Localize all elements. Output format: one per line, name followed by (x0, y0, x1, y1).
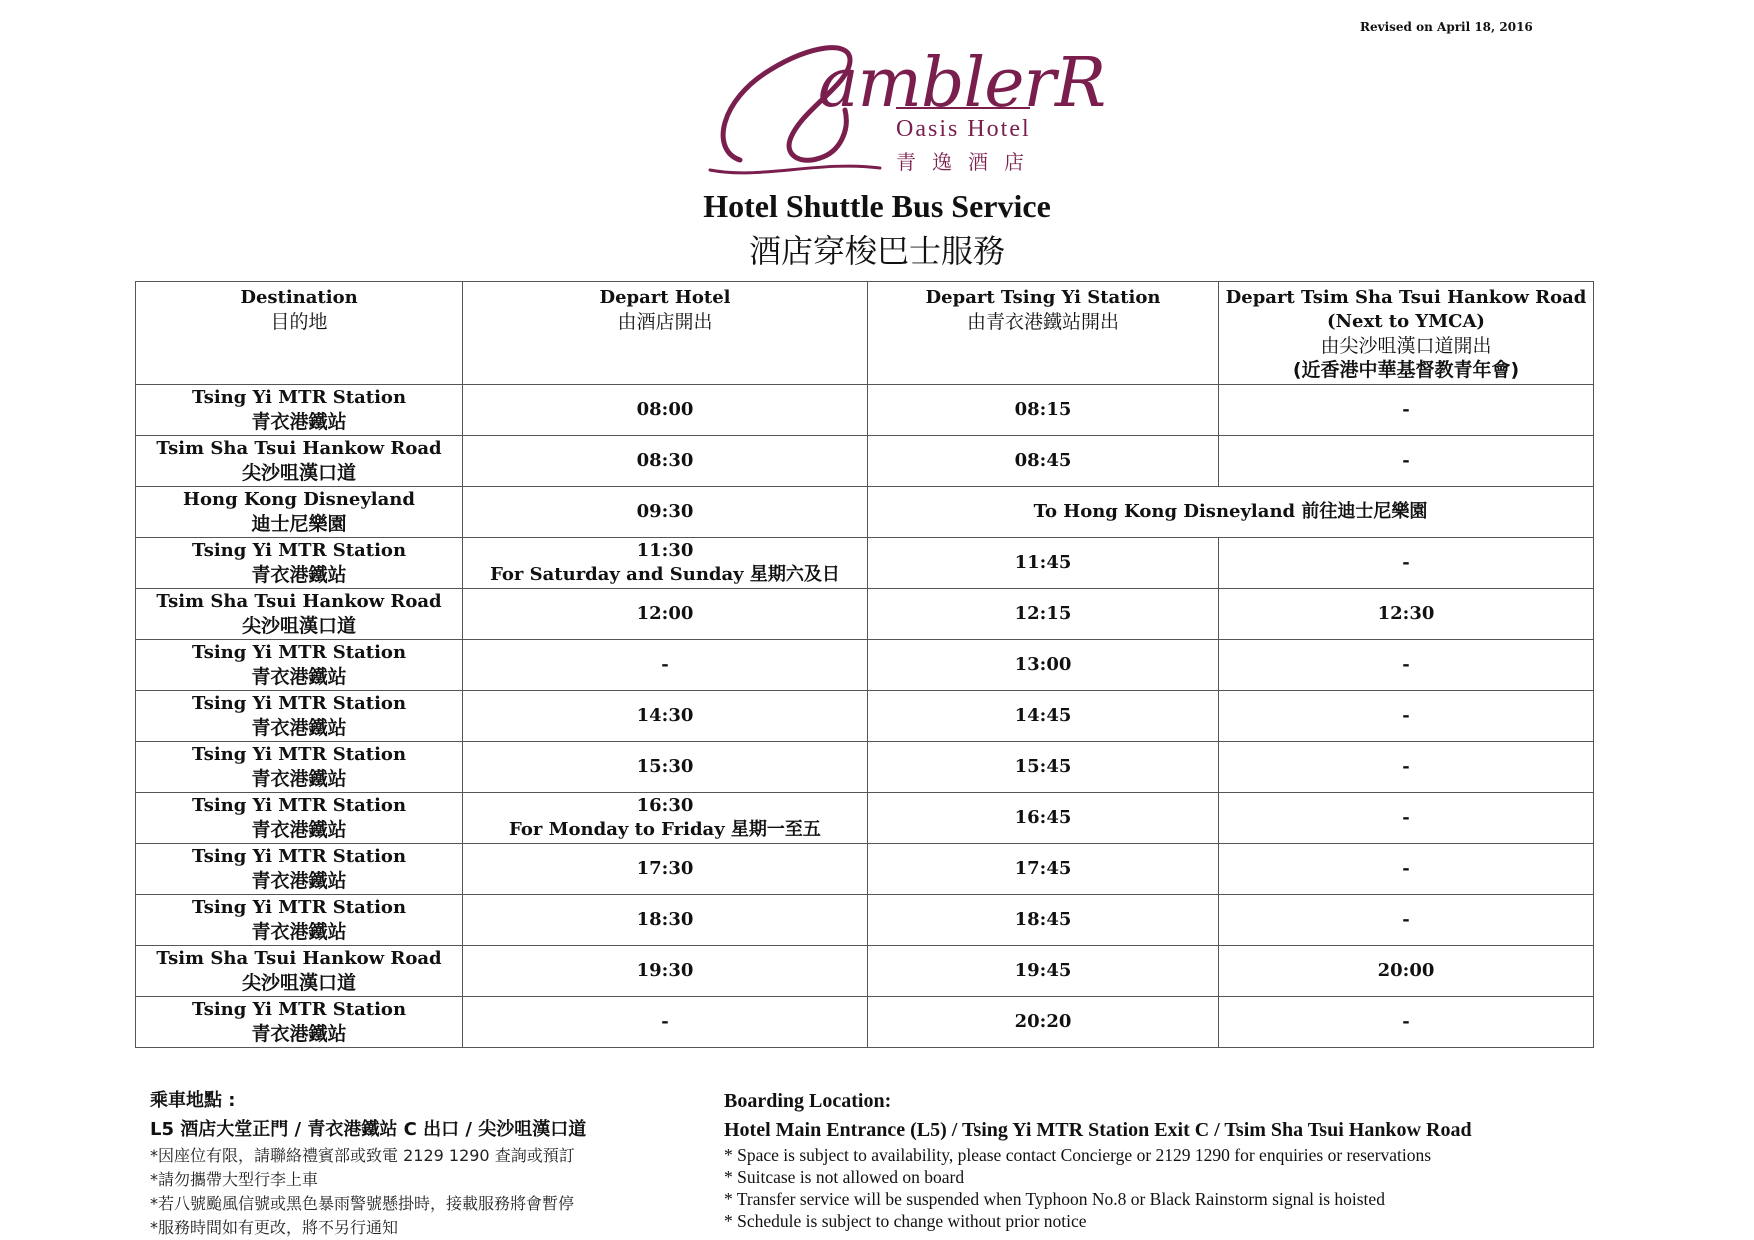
cell-destination: Hong Kong Disneyland 迪士尼樂園 (136, 487, 463, 538)
cell-depart-hotel: 08:30 (463, 436, 868, 487)
cell-depart-tsing-yi: 08:15 (868, 385, 1219, 436)
note-item: *服務時間如有更改，將不另行通知 (150, 1218, 399, 1237)
col-destination: Destination 目的地 (136, 282, 463, 385)
table-row (136, 793, 1594, 844)
page-title: Hotel Shuttle Bus Service (703, 188, 1051, 224)
boarding-heading-en: Boarding Location: (724, 1090, 892, 1112)
cell-depart-hotel: 16:30 For Monday to Friday 星期一至五 (463, 793, 868, 844)
cell-depart-tst: - (1219, 640, 1594, 691)
cell-destination: Tsing Yi MTR Station 青衣港鐵站 (136, 997, 463, 1048)
cell-depart-tsing-yi: 17:45 (868, 844, 1219, 895)
table-row (136, 997, 1594, 1048)
cell-depart-tst: - (1219, 844, 1594, 895)
cell-depart-tsing-yi: 11:45 (868, 538, 1219, 589)
cell-merged-disneyland: To Hong Kong Disneyland 前往迪士尼樂園 (868, 487, 1594, 538)
col-depart-tst: Depart Tsim Sha Tsui Hankow Road (Next to YMCA) 由尖沙咀漢口道開出 (近香港中華基督教青年會) (1219, 282, 1594, 385)
cell-destination: Tsing Yi MTR Station 青衣港鐵站 (136, 640, 463, 691)
boarding-location-en: Hotel Main Entrance (L5) / Tsing Yi MTR Station Exit C / Tsim Sha Tsui Hankow Road (724, 1119, 1472, 1141)
cell-depart-hotel: 12:00 (463, 589, 868, 640)
note-item: *若八號颱風信號或黑色暴雨警號懸掛時，接載服務將會暫停 (150, 1194, 575, 1213)
table-row (136, 385, 1594, 436)
table-row (136, 436, 1594, 487)
cell-depart-tst: 12:30 (1219, 589, 1594, 640)
logo-subtitle: Oasis Hotel (896, 116, 1031, 142)
table-row (136, 895, 1594, 946)
table-row (136, 640, 1594, 691)
cell-destination: Tsing Yi MTR Station 青衣港鐵站 (136, 844, 463, 895)
cell-depart-hotel: 19:30 (463, 946, 868, 997)
table-row (136, 742, 1594, 793)
cell-destination: Tsing Yi MTR Station 青衣港鐵站 (136, 742, 463, 793)
note-item: * Transfer service will be suspended when Typhoon No.8 or Black Rainstorm signal is hoisted (724, 1189, 1385, 1209)
cell-depart-hotel: 11:30 For Saturday and Sunday 星期六及日 (463, 538, 868, 589)
cell-depart-tsing-yi: 13:00 (868, 640, 1219, 691)
hotel-logo (700, 30, 1106, 180)
cell-destination: Tsim Sha Tsui Hankow Road 尖沙咀漢口道 (136, 436, 463, 487)
cell-depart-tst: - (1219, 691, 1594, 742)
logo-wordmark: amblerR (818, 44, 1106, 123)
table-row (136, 538, 1594, 589)
table-row (136, 487, 1594, 538)
cell-depart-tsing-yi: 14:45 (868, 691, 1219, 742)
cell-destination: Tsim Sha Tsui Hankow Road 尖沙咀漢口道 (136, 589, 463, 640)
boarding-location-zh: L5 酒店大堂正門 / 青衣港鐵站 C 出口 / 尖沙咀漢口道 (150, 1119, 587, 1140)
shuttle-schedule-table (135, 281, 1594, 1048)
table-row (136, 946, 1594, 997)
cell-depart-hotel: - (463, 997, 868, 1048)
cell-depart-hotel: 08:00 (463, 385, 868, 436)
table-row (136, 691, 1594, 742)
cell-depart-hotel: 14:30 (463, 691, 868, 742)
cell-depart-tsing-yi: 19:45 (868, 946, 1219, 997)
cell-depart-tst: 20:00 (1219, 946, 1594, 997)
cell-depart-tsing-yi: 08:45 (868, 436, 1219, 487)
cell-depart-tst: - (1219, 793, 1594, 844)
table-row (136, 589, 1594, 640)
note-item: *請勿攜帶大型行李上車 (150, 1170, 319, 1189)
page-title-zh: 酒店穿梭巴士服務 (748, 232, 1005, 270)
note-item: * Schedule is subject to change without prior notice (724, 1211, 1087, 1231)
cell-depart-hotel: 17:30 (463, 844, 868, 895)
cell-depart-tst: - (1219, 385, 1594, 436)
cell-depart-tsing-yi: 16:45 (868, 793, 1219, 844)
note-item: * Space is subject to availability, please contact Concierge or 2129 1290 for enquiries or reservations (724, 1145, 1432, 1165)
cell-depart-tst: - (1219, 997, 1594, 1048)
cell-depart-tst: - (1219, 742, 1594, 793)
cell-destination: Tsing Yi MTR Station 青衣港鐵站 (136, 793, 463, 844)
revised-date: Revised on April 18, 2016 (1360, 20, 1533, 34)
note-item: * Suitcase is not allowed on board (724, 1167, 965, 1187)
boarding-info-zh (150, 1086, 710, 1240)
cell-depart-tsing-yi: 15:45 (868, 742, 1219, 793)
table-header-row (136, 282, 1594, 385)
cell-destination: Tsing Yi MTR Station 青衣港鐵站 (136, 385, 463, 436)
table-row (136, 844, 1594, 895)
cell-destination: Tsing Yi MTR Station 青衣港鐵站 (136, 895, 463, 946)
cell-depart-hotel: - (463, 640, 868, 691)
cell-destination: Tsing Yi MTR Station 青衣港鐵站 (136, 691, 463, 742)
cell-depart-hotel: 18:30 (463, 895, 868, 946)
logo-subtitle-zh: 青逸酒店 (896, 150, 1040, 174)
cell-depart-hotel: 15:30 (463, 742, 868, 793)
col-depart-hotel: Depart Hotel 由酒店開出 (463, 282, 868, 385)
cell-depart-hotel: 09:30 (463, 487, 868, 538)
cell-depart-tsing-yi: 18:45 (868, 895, 1219, 946)
cell-depart-tst: - (1219, 895, 1594, 946)
col-depart-tsing-yi: Depart Tsing Yi Station 由青衣港鐵站開出 (868, 282, 1219, 385)
cell-depart-tst: - (1219, 538, 1594, 589)
cell-depart-tst: - (1219, 436, 1594, 487)
cell-destination: Tsing Yi MTR Station 青衣港鐵站 (136, 538, 463, 589)
boarding-info-en (724, 1086, 1624, 1232)
note-item: *因座位有限，請聯絡禮賓部或致電 2129 1290 查詢或預訂 (150, 1146, 575, 1165)
cell-depart-tsing-yi: 20:20 (868, 997, 1219, 1048)
boarding-heading-zh: 乘車地點 : (150, 1090, 236, 1111)
cell-depart-tsing-yi: 12:15 (868, 589, 1219, 640)
cell-destination: Tsim Sha Tsui Hankow Road 尖沙咀漢口道 (136, 946, 463, 997)
